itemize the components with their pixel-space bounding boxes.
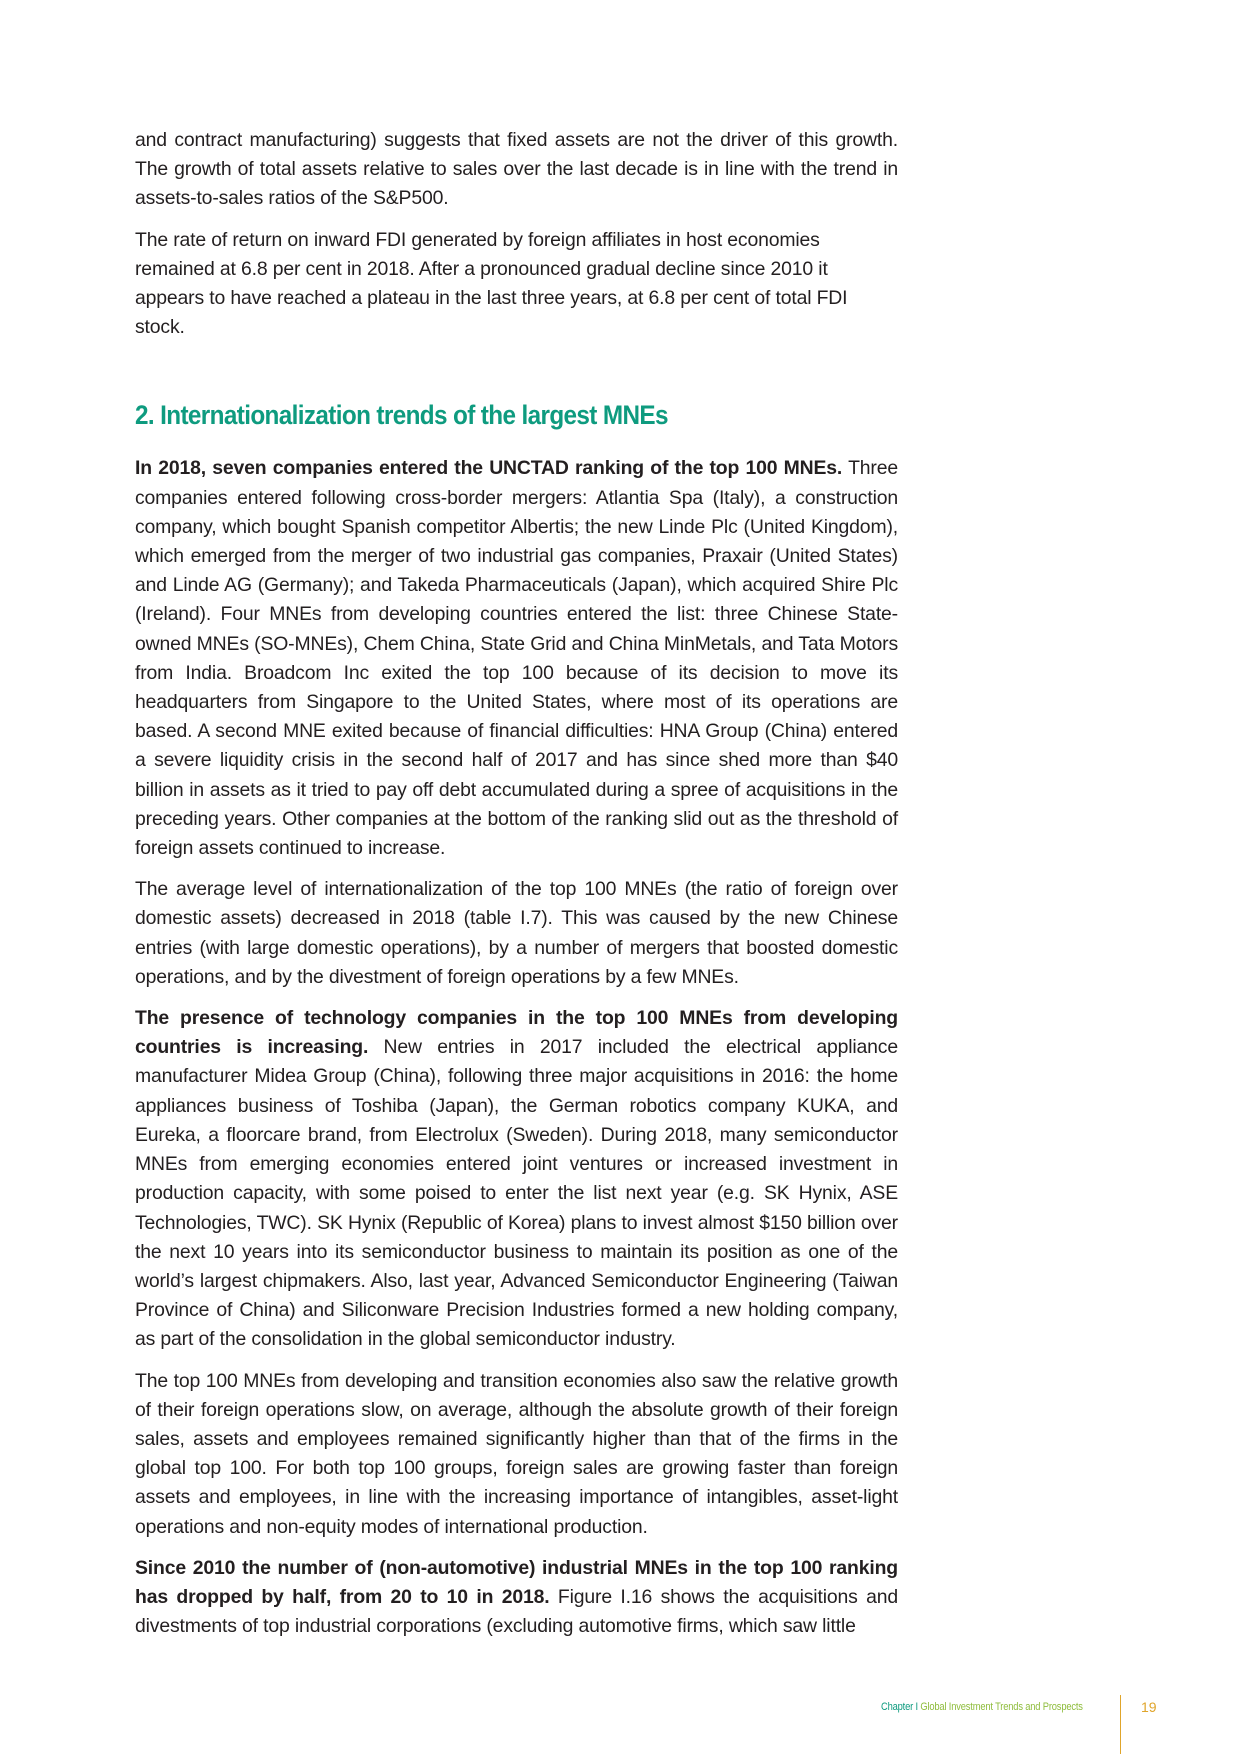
main-content: [135, 126, 898, 1653]
paragraph: and contract manufacturing) suggests that fixed assets are not the driver of this growth. The growth of total assets relative to sales over the last decade is in line with the trend in assets-to-sales ratios of the S&P500.: [135, 129, 898, 210]
paragraph: The rate of return on inward FDI generated by foreign affiliates in host economies remained at 6.8 per cent in 2018. After a pronounced gradual decline since 2010 it appears to have reached a plateau in the last three years, at 6.8 per cent of total FDI stock.: [135, 228, 848, 339]
paragraph-lead: In 2018, seven companies entered the UNCTAD ranking of the top 100 MNEs.: [135, 457, 843, 480]
section-heading: 2. Internationalization trends of the largest MNEs: [135, 400, 668, 431]
paragraph: [135, 1554, 898, 1642]
paragraph-body: New entries in 2017 included the electrical appliance manufacturer Midea Group (China), following three major acquisitions in 2016: the home appliances business of Toshiba (Japan), the German robotics company KUKA, and Eureka, a floorcare brand, from Electrolux (Sweden). During 2018, many semiconductor MNEs from emerging economies entered joint ventures or increased investment in production capacity, with some poised to enter the list next year (e.g. SK Hynix, ASE Technologies, TWC). SK Hynix (Republic of Korea) plans to invest almost $150 billion over the next 10 years into its semiconductor business to maintain its position as one of the world’s largest chipmakers. Also, last year, Advanced Semiconductor Engineering (Taiwan Province of China) and Siliconware Precision Industries formed a new holding company, as part of the consolidation in the global semiconductor industry.: [135, 1036, 898, 1351]
paragraph-lead: The presence of technology companies in the top 100 MNEs from developing countries is increasing.: [135, 1007, 898, 1059]
footer-chapter: Chapter I: [881, 1701, 918, 1713]
paragraph: The top 100 MNEs from developing and transition economies also saw the relative growth of their foreign operations slow, on average, although the absolute growth of their foreign sales, assets and employees remained significantly higher than that of the firms in the global top 100. For both top 100 groups, foreign sales are growing faster than foreign assets and employees, in line with the increasing importance of intangibles, asset-light operations and non-equity modes of international production.: [135, 1369, 898, 1538]
footer-divider: [1120, 1695, 1121, 1754]
paragraph: [135, 454, 898, 863]
footer-title: Global Investment Trends and Prospects: [920, 1701, 1083, 1713]
running-footer: [881, 1701, 1083, 1713]
page-number: 19: [1141, 1699, 1157, 1715]
paragraph-body: Three companies entered following cross-border mergers: Atlantia Spa (Italy), a construction company, which bought Spanish competitor Albertis; the new Linde Plc (United Kingdom), which emerged from the merger of two industrial gas companies, Praxair (United States) and Linde AG (Germany); and Takeda Pharmaceuticals (Japan), which acquired Shire Plc (Ireland). Four MNEs from developing countries entered the list: three Chinese State-owned MNEs (SO-MNEs), Chem China, State Grid and China MinMetals, and Tata Motors from India. Broadcom Inc exited the top 100 because of its decision to move its headquarters from Singapore to the United States, where most of its operations are based. A second MNE exited because of financial difficulties: HNA Group (China) entered a severe liquidity crisis in the second half of 2017 and has since shed more than $40 billion in assets as it tried to pay off debt accumulated during a spree of acquisitions in the preceding years. Other companies at the bottom of the ranking slid out as the threshold of foreign assets continued to increase.: [135, 457, 898, 860]
paragraph-lead: Since 2010 the number of (non-automotive) industrial MNEs in the top 100 ranking has dropped by half, from 20 to 10 in 2018.: [135, 1556, 898, 1608]
paragraph: The average level of internationalization of the top 100 MNEs (the ratio of foreign over domestic assets) decreased in 2018 (table I.7). This was caused by the new Chinese entries (with large domestic operations), by a number of mergers that boosted domestic operations, and by the divestment of foreign operations by a few MNEs.: [135, 878, 898, 988]
paragraph: [135, 1004, 898, 1354]
paragraph-body: Figure I.16 shows the acquisitions and divestments of top industrial corporations (excluding automotive firms, which saw little: [135, 1585, 898, 1638]
